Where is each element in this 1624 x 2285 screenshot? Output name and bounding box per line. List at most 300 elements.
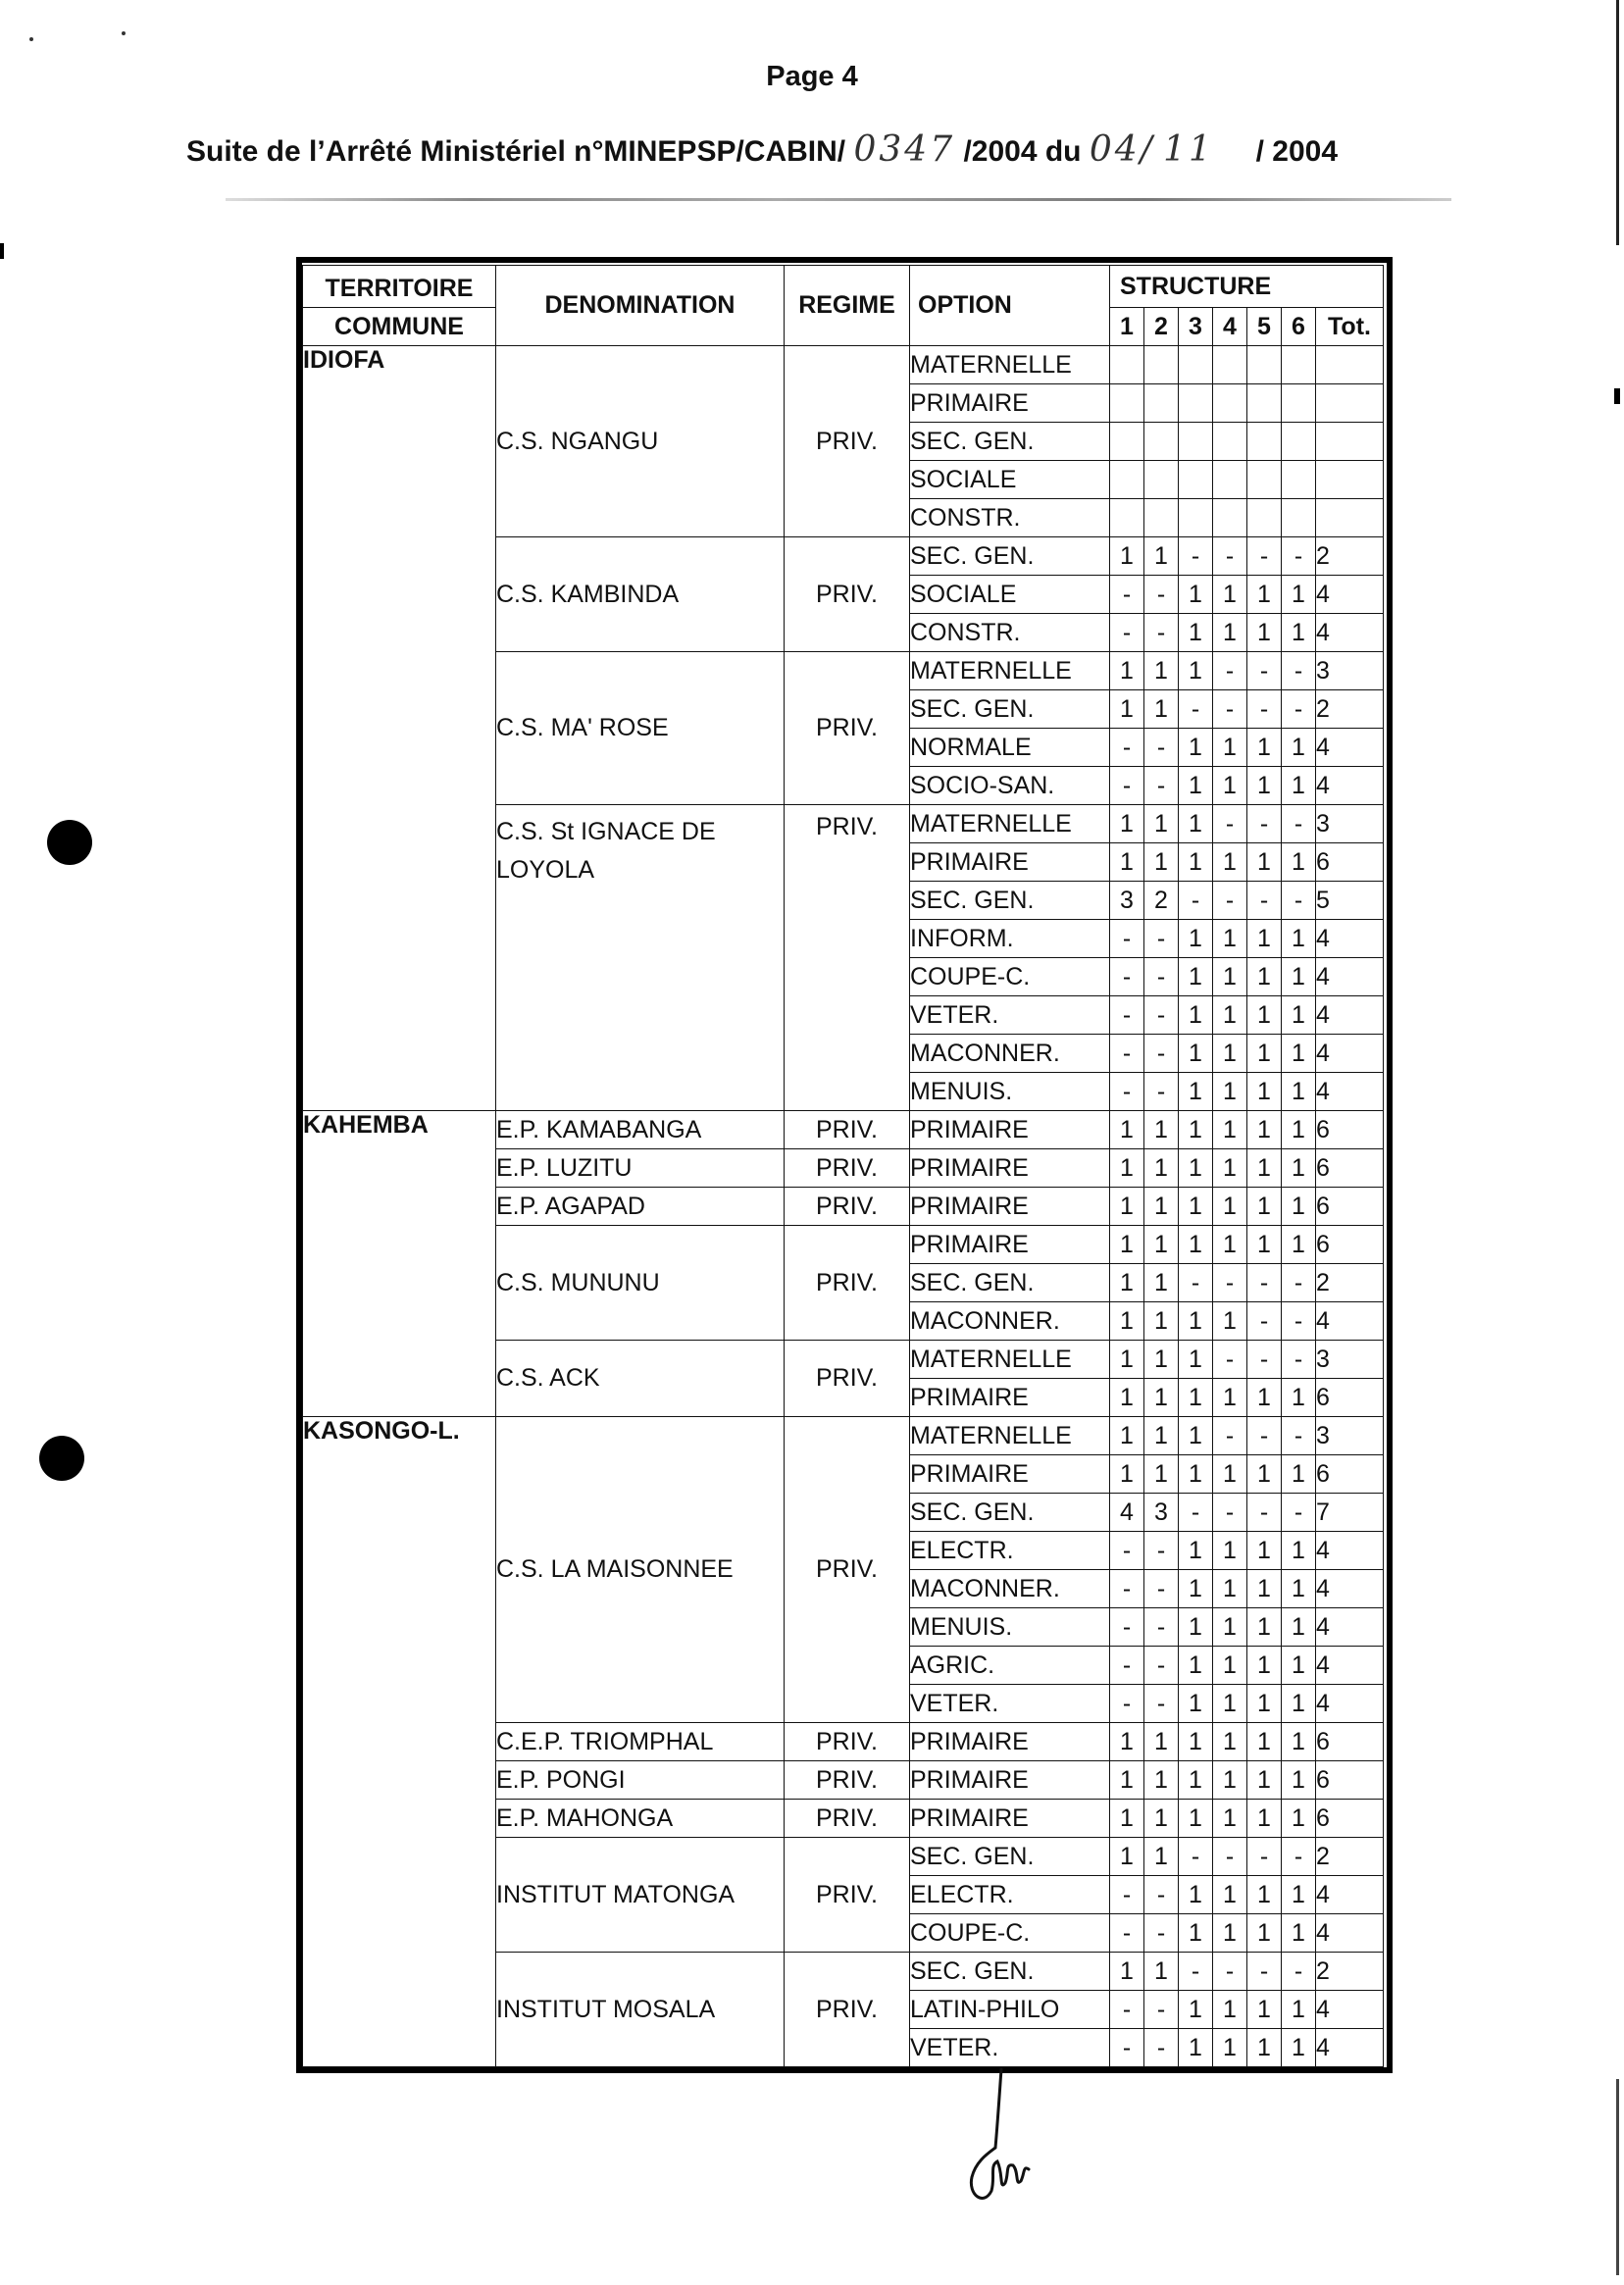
structure-year-cell: - <box>1247 690 1282 729</box>
denomination-cell: INSTITUT MOSALA <box>496 1953 785 2067</box>
structure-year-cell: 1 <box>1179 1685 1213 1723</box>
structure-year-cell: 1 <box>1282 1532 1316 1570</box>
regime-cell: PRIV. <box>785 1226 910 1341</box>
structure-year-cell: - <box>1110 958 1144 996</box>
decree-day-handwritten: 04/ <box>1089 129 1155 170</box>
option-cell: PRIMAIRE <box>910 1761 1110 1800</box>
structure-year-cell: 1 <box>1144 1953 1179 1991</box>
structure-year-cell: - <box>1247 1302 1282 1341</box>
option-cell: SEC. GEN. <box>910 1264 1110 1302</box>
structure-total-cell: 2 <box>1316 537 1384 576</box>
option-cell: PRIMAIRE <box>910 1455 1110 1494</box>
structure-year-cell <box>1144 346 1179 384</box>
structure-year-cell: 1 <box>1179 958 1213 996</box>
structure-year-cell: 1 <box>1247 1570 1282 1608</box>
structure-total-cell: 4 <box>1316 1302 1384 1341</box>
decree-prefix: Suite de l’Arrêté Ministériel n°MINEPSP/CABIN/ <box>186 135 846 168</box>
structure-year-cell: 1 <box>1213 996 1247 1035</box>
structure-year-cell <box>1247 346 1282 384</box>
structure-year-cell: - <box>1282 1953 1316 1991</box>
scan-edge-mark <box>1616 2079 1619 2275</box>
structure-year-cell <box>1179 346 1213 384</box>
structure-total-cell: 4 <box>1316 1532 1384 1570</box>
structure-year-cell: - <box>1144 2029 1179 2067</box>
structure-year-cell: 1 <box>1213 1111 1247 1149</box>
structure-year-cell: 1 <box>1179 843 1213 882</box>
structure-year-cell: 3 <box>1144 1494 1179 1532</box>
structure-year-cell: 1 <box>1282 1226 1316 1264</box>
option-cell: AGRIC. <box>910 1647 1110 1685</box>
structure-year-cell: 1 <box>1213 1647 1247 1685</box>
structure-year-cell: - <box>1213 1494 1247 1532</box>
table-row <box>303 1111 1384 1149</box>
structure-year-cell: - <box>1179 1264 1213 1302</box>
structure-year-cell: - <box>1110 2029 1144 2067</box>
punch-hole <box>47 820 92 865</box>
regime-cell: PRIV. <box>785 1838 910 1953</box>
structure-year-cell: 1 <box>1110 1264 1144 1302</box>
scan-speck <box>29 37 33 41</box>
regime-cell: PRIV. <box>785 1953 910 2067</box>
structure-year-cell: 1 <box>1179 1035 1213 1073</box>
structure-total-cell: 4 <box>1316 1914 1384 1953</box>
structure-year-cell <box>1110 461 1144 499</box>
punch-hole <box>39 1436 84 1481</box>
regime-cell: PRIV. <box>785 1149 910 1188</box>
structure-year-cell: - <box>1110 1073 1144 1111</box>
structure-total-cell: 3 <box>1316 1417 1384 1455</box>
structure-year-cell: 1 <box>1144 1341 1179 1379</box>
structure-year-cell <box>1247 384 1282 423</box>
structure-year-cell <box>1213 499 1247 537</box>
structure-year-cell <box>1110 423 1144 461</box>
structure-year-cell: - <box>1110 1608 1144 1647</box>
structure-year-cell: 1 <box>1110 1379 1144 1417</box>
structure-year-cell: 1 <box>1144 1379 1179 1417</box>
structure-year-cell: 1 <box>1179 1188 1213 1226</box>
structure-year-cell: - <box>1282 1302 1316 1341</box>
structure-year-cell: 1 <box>1247 1379 1282 1417</box>
structure-total-cell: 2 <box>1316 690 1384 729</box>
structure-year-cell: 1 <box>1282 1761 1316 1800</box>
structure-year-cell: 1 <box>1179 767 1213 805</box>
structure-year-cell: 1 <box>1247 1188 1282 1226</box>
header-territoire <box>303 266 496 308</box>
structure-year-cell: - <box>1110 1647 1144 1685</box>
structure-year-cell: - <box>1144 767 1179 805</box>
regime-cell: PRIV. <box>785 1111 910 1149</box>
structure-total-cell: 4 <box>1316 1991 1384 2029</box>
structure-year-cell: 1 <box>1179 1532 1213 1570</box>
structure-year-cell: - <box>1144 1073 1179 1111</box>
structure-year-cell: 1 <box>1247 1914 1282 1953</box>
structure-total-cell: 4 <box>1316 614 1384 652</box>
option-cell: PRIMAIRE <box>910 384 1110 423</box>
structure-year-cell: 1 <box>1247 1226 1282 1264</box>
structure-year-cell: - <box>1110 614 1144 652</box>
denomination-cell: C.S. LA MAISONNEE <box>496 1417 785 1723</box>
structure-year-cell: 1 <box>1282 767 1316 805</box>
structure-year-cell: 1 <box>1282 1188 1316 1226</box>
structure-year-cell: 1 <box>1282 958 1316 996</box>
option-cell: VETER. <box>910 996 1110 1035</box>
structure-year-cell: - <box>1144 1608 1179 1647</box>
structure-year-cell: 1 <box>1213 1914 1247 1953</box>
structure-year-cell: 1 <box>1213 958 1247 996</box>
structure-year-cell: 1 <box>1247 843 1282 882</box>
denomination-cell: C.S. MA' ROSE <box>496 652 785 805</box>
regime-cell: PRIV. <box>785 652 910 805</box>
structure-year-cell: 1 <box>1110 1455 1144 1494</box>
option-cell: SOCIALE <box>910 576 1110 614</box>
header-option: OPTION <box>910 266 1110 346</box>
structure-year-cell <box>1110 384 1144 423</box>
denomination-cell: C.S. KAMBINDA <box>496 537 785 652</box>
structure-year-cell <box>1144 423 1179 461</box>
structure-year-cell: 1 <box>1179 1914 1213 1953</box>
regime-cell: PRIV. <box>785 1188 910 1226</box>
option-cell: MATERNELLE <box>910 652 1110 690</box>
structure-year-cell: 1 <box>1213 729 1247 767</box>
structure-year-cell: 1 <box>1144 652 1179 690</box>
structure-year-cell: 1 <box>1179 1341 1213 1379</box>
option-cell: ELECTR. <box>910 1532 1110 1570</box>
header-structure: STRUCTURE <box>1110 266 1384 308</box>
header-underline <box>226 198 1451 201</box>
structure-year-cell: 1 <box>1247 729 1282 767</box>
structure-year-cell: 1 <box>1282 1991 1316 2029</box>
structure-col-4: 4 <box>1213 308 1247 346</box>
structure-year-cell <box>1282 346 1316 384</box>
structure-total-cell: 4 <box>1316 576 1384 614</box>
structure-year-cell: 1 <box>1110 690 1144 729</box>
structure-year-cell: - <box>1179 882 1213 920</box>
structure-total-cell <box>1316 384 1384 423</box>
structure-year-cell: 1 <box>1213 1188 1247 1226</box>
denomination-cell: E.P. KAMABANGA <box>496 1111 785 1149</box>
option-cell: MACONNER. <box>910 1302 1110 1341</box>
option-cell: PRIMAIRE <box>910 1149 1110 1188</box>
structure-year-cell: - <box>1247 1264 1282 1302</box>
structure-total-cell: 3 <box>1316 652 1384 690</box>
regime-cell: PRIV. <box>785 537 910 652</box>
structure-year-cell: - <box>1247 805 1282 843</box>
option-cell: MENUIS. <box>910 1608 1110 1647</box>
structure-year-cell: 1 <box>1213 1455 1247 1494</box>
structure-year-cell: 1 <box>1144 690 1179 729</box>
denomination-cell: E.P. MAHONGA <box>496 1800 785 1838</box>
structure-year-cell: - <box>1179 1838 1213 1876</box>
structure-year-cell: - <box>1110 1685 1144 1723</box>
structure-year-cell <box>1144 499 1179 537</box>
decree-year: / 2004 <box>1255 135 1339 168</box>
option-cell: PRIMAIRE <box>910 1188 1110 1226</box>
option-cell: PRIMAIRE <box>910 1800 1110 1838</box>
structure-total-cell: 4 <box>1316 767 1384 805</box>
structure-year-cell: - <box>1144 1570 1179 1608</box>
structure-year-cell: - <box>1179 690 1213 729</box>
structure-year-cell: 1 <box>1110 1341 1144 1379</box>
structure-year-cell: 1 <box>1110 1302 1144 1341</box>
structure-year-cell: 1 <box>1179 729 1213 767</box>
structure-total-cell <box>1316 346 1384 384</box>
structure-year-cell: 1 <box>1213 1073 1247 1111</box>
structure-year-cell: 1 <box>1282 1800 1316 1838</box>
structure-year-cell: 1 <box>1179 1800 1213 1838</box>
structure-year-cell: 1 <box>1213 1761 1247 1800</box>
option-cell: VETER. <box>910 2029 1110 2067</box>
structure-total-cell: 4 <box>1316 1570 1384 1608</box>
structure-year-cell: 1 <box>1213 2029 1247 2067</box>
structure-year-cell: 1 <box>1110 843 1144 882</box>
structure-year-cell: 1 <box>1282 1685 1316 1723</box>
structure-year-cell: 1 <box>1213 1608 1247 1647</box>
structure-year-cell: 1 <box>1247 1455 1282 1494</box>
structure-year-cell: - <box>1144 1532 1179 1570</box>
structure-year-cell: - <box>1213 1953 1247 1991</box>
structure-total-cell: 6 <box>1316 1226 1384 1264</box>
structure-year-cell: 1 <box>1179 1647 1213 1685</box>
structure-year-cell: 1 <box>1282 1035 1316 1073</box>
structure-year-cell <box>1213 384 1247 423</box>
regime-cell: PRIV. <box>785 1800 910 1838</box>
structure-col-1: 1 <box>1110 308 1144 346</box>
option-cell: SEC. GEN. <box>910 1494 1110 1532</box>
structure-year-cell: 1 <box>1179 1608 1213 1647</box>
structure-year-cell: - <box>1144 1647 1179 1685</box>
structure-year-cell: - <box>1247 652 1282 690</box>
structure-year-cell: - <box>1179 537 1213 576</box>
decree-year-separator: /2004 du <box>963 135 1082 168</box>
structure-year-cell <box>1144 461 1179 499</box>
structure-year-cell: 1 <box>1247 2029 1282 2067</box>
structure-year-cell: 1 <box>1247 1149 1282 1188</box>
structure-year-cell <box>1247 461 1282 499</box>
structure-year-cell: 1 <box>1282 2029 1316 2067</box>
structure-year-cell: - <box>1213 1838 1247 1876</box>
page-number: Page 4 <box>766 61 858 92</box>
structure-col-3: 3 <box>1179 308 1213 346</box>
structure-year-cell: - <box>1282 1417 1316 1455</box>
structure-year-cell: 1 <box>1179 1073 1213 1111</box>
structure-year-cell: - <box>1282 537 1316 576</box>
option-cell: MATERNELLE <box>910 1341 1110 1379</box>
structure-year-cell: 1 <box>1282 996 1316 1035</box>
regime-cell: PRIV. <box>785 1761 910 1800</box>
structure-year-cell: 1 <box>1179 652 1213 690</box>
structure-year-cell: - <box>1247 1341 1282 1379</box>
structure-year-cell: 1 <box>1282 1876 1316 1914</box>
option-cell: PRIMAIRE <box>910 843 1110 882</box>
structure-total-cell: 3 <box>1316 1341 1384 1379</box>
regime-cell: PRIV. <box>785 1341 910 1417</box>
territoire-cell: IDIOFA <box>303 346 496 1111</box>
structure-year-cell <box>1179 384 1213 423</box>
structure-year-cell: 1 <box>1179 1570 1213 1608</box>
option-cell: PRIMAIRE <box>910 1723 1110 1761</box>
structure-col-2: 2 <box>1144 308 1179 346</box>
structure-total-cell: 6 <box>1316 1111 1384 1149</box>
option-cell: MACONNER. <box>910 1570 1110 1608</box>
structure-year-cell: 1 <box>1247 1035 1282 1073</box>
structure-year-cell: 1 <box>1282 614 1316 652</box>
denomination-cell: INSTITUT MATONGA <box>496 1838 785 1953</box>
structure-year-cell: - <box>1282 1264 1316 1302</box>
structure-col-5: 5 <box>1247 308 1282 346</box>
structure-year-cell: - <box>1144 996 1179 1035</box>
structure-year-cell: - <box>1144 1876 1179 1914</box>
structure-year-cell <box>1282 423 1316 461</box>
structure-year-cell: 1 <box>1282 920 1316 958</box>
structure-total-cell: 4 <box>1316 920 1384 958</box>
structure-total-cell: 5 <box>1316 882 1384 920</box>
structure-year-cell: 1 <box>1282 1914 1316 1953</box>
structure-year-cell: 1 <box>1213 1532 1247 1570</box>
structure-total-cell: 6 <box>1316 1800 1384 1838</box>
structure-year-cell: 1 <box>1179 805 1213 843</box>
option-cell: SEC. GEN. <box>910 1838 1110 1876</box>
regime-cell: PRIV. <box>785 1417 910 1723</box>
structure-year-cell: 1 <box>1247 1608 1282 1647</box>
option-cell: PRIMAIRE <box>910 1379 1110 1417</box>
structure-year-cell: 1 <box>1179 1455 1213 1494</box>
structure-year-cell: 1 <box>1213 576 1247 614</box>
structure-year-cell: 1 <box>1144 1723 1179 1761</box>
structure-year-cell: - <box>1247 1953 1282 1991</box>
structure-year-cell: 1 <box>1110 1111 1144 1149</box>
structure-year-cell: - <box>1144 1035 1179 1073</box>
option-cell: MENUIS. <box>910 1073 1110 1111</box>
denomination-cell: E.P. LUZITU <box>496 1149 785 1188</box>
structure-year-cell: 1 <box>1213 1302 1247 1341</box>
structure-year-cell: 1 <box>1144 1838 1179 1876</box>
structure-year-cell: 1 <box>1247 576 1282 614</box>
structure-year-cell: 1 <box>1213 843 1247 882</box>
structure-year-cell: - <box>1110 1532 1144 1570</box>
header-row-1 <box>303 266 1384 308</box>
structure-year-cell: - <box>1110 996 1144 1035</box>
structure-year-cell: 1 <box>1247 1073 1282 1111</box>
structure-year-cell: 1 <box>1247 1532 1282 1570</box>
structure-year-cell: 1 <box>1144 1149 1179 1188</box>
signature <box>937 2067 1044 2214</box>
structure-year-cell: 1 <box>1247 920 1282 958</box>
structure-year-cell: 1 <box>1144 1302 1179 1341</box>
structure-total-cell: 4 <box>1316 1876 1384 1914</box>
structure-year-cell: 1 <box>1282 1455 1316 1494</box>
structure-year-cell: 1 <box>1179 1302 1213 1341</box>
structure-year-cell <box>1213 423 1247 461</box>
denomination-cell: C.S. NGANGU <box>496 346 785 537</box>
structure-year-cell: - <box>1144 958 1179 996</box>
structure-year-cell: 1 <box>1282 1379 1316 1417</box>
structure-total-cell: 4 <box>1316 958 1384 996</box>
structure-col-total: Tot. <box>1316 308 1384 346</box>
structure-total-cell: 6 <box>1316 1149 1384 1188</box>
structure-year-cell: 1 <box>1144 1800 1179 1838</box>
structure-year-cell: 1 <box>1247 1876 1282 1914</box>
structure-year-cell: 1 <box>1110 805 1144 843</box>
option-cell: MATERNELLE <box>910 346 1110 384</box>
regime-cell: PRIV. <box>785 1723 910 1761</box>
structure-year-cell: 1 <box>1282 1149 1316 1188</box>
structure-total-cell: 2 <box>1316 1264 1384 1302</box>
structure-year-cell: 1 <box>1144 805 1179 843</box>
structure-year-cell: 1 <box>1179 920 1213 958</box>
structure-total-cell: 6 <box>1316 1455 1384 1494</box>
structure-year-cell: 1 <box>1282 843 1316 882</box>
structure-year-cell: - <box>1144 614 1179 652</box>
structure-total-cell: 3 <box>1316 805 1384 843</box>
structure-year-cell: 1 <box>1110 1226 1144 1264</box>
structure-year-cell: - <box>1247 1838 1282 1876</box>
structure-year-cell: - <box>1110 1991 1144 2029</box>
option-cell: COUPE-C. <box>910 958 1110 996</box>
decree-month-handwritten: 11 <box>1163 129 1214 170</box>
option-cell: SOCIO-SAN. <box>910 767 1110 805</box>
option-cell: CONSTR. <box>910 614 1110 652</box>
header-territoire-line1: TERRITOIRE <box>325 274 474 302</box>
structure-year-cell: 1 <box>1247 1761 1282 1800</box>
structure-year-cell: - <box>1110 1876 1144 1914</box>
structure-total-cell: 6 <box>1316 1761 1384 1800</box>
structure-year-cell: 1 <box>1213 1226 1247 1264</box>
structure-year-cell: 1 <box>1213 614 1247 652</box>
structure-year-cell: 1 <box>1282 1608 1316 1647</box>
option-cell: PRIMAIRE <box>910 1111 1110 1149</box>
structure-year-cell: 1 <box>1179 1111 1213 1149</box>
structure-year-cell: - <box>1213 537 1247 576</box>
option-cell: ELECTR. <box>910 1876 1110 1914</box>
structure-year-cell: - <box>1282 882 1316 920</box>
structure-year-cell: - <box>1144 576 1179 614</box>
structure-year-cell: 1 <box>1282 1723 1316 1761</box>
header-regime: REGIME <box>785 266 910 346</box>
structure-total-cell: 6 <box>1316 1188 1384 1226</box>
structure-year-cell <box>1213 461 1247 499</box>
option-cell: SEC. GEN. <box>910 882 1110 920</box>
structure-year-cell: 1 <box>1247 767 1282 805</box>
denomination-cell: C.S. MUNUNU <box>496 1226 785 1341</box>
structure-year-cell <box>1110 346 1144 384</box>
structure-year-cell: 1 <box>1247 1800 1282 1838</box>
option-cell: SEC. GEN. <box>910 1953 1110 1991</box>
territoire-cell: KASONGO-L. <box>303 1417 496 2067</box>
structure-total-cell: 6 <box>1316 843 1384 882</box>
structure-year-cell: 1 <box>1110 1149 1144 1188</box>
structure-year-cell <box>1282 384 1316 423</box>
structure-year-cell: 1 <box>1247 1647 1282 1685</box>
scan-speck <box>122 31 126 35</box>
structure-year-cell: 1 <box>1144 1455 1179 1494</box>
decree-reference <box>186 129 1338 170</box>
structure-year-cell: - <box>1110 729 1144 767</box>
structure-year-cell: 1 <box>1213 920 1247 958</box>
denomination-cell: C.E.P. TRIOMPHAL <box>496 1723 785 1761</box>
structure-year-cell: 1 <box>1179 2029 1213 2067</box>
structure-year-cell: 1 <box>1110 1761 1144 1800</box>
structure-year-cell: - <box>1282 1494 1316 1532</box>
table-row <box>303 1417 1384 1455</box>
structure-year-cell: 1 <box>1110 1188 1144 1226</box>
structure-year-cell: - <box>1110 767 1144 805</box>
structure-total-cell: 4 <box>1316 1035 1384 1073</box>
structure-year-cell: - <box>1110 1914 1144 1953</box>
structure-year-cell: 1 <box>1247 958 1282 996</box>
structure-year-cell: 1 <box>1247 1723 1282 1761</box>
structure-year-cell: 1 <box>1213 1876 1247 1914</box>
structure-year-cell: 1 <box>1213 1991 1247 2029</box>
